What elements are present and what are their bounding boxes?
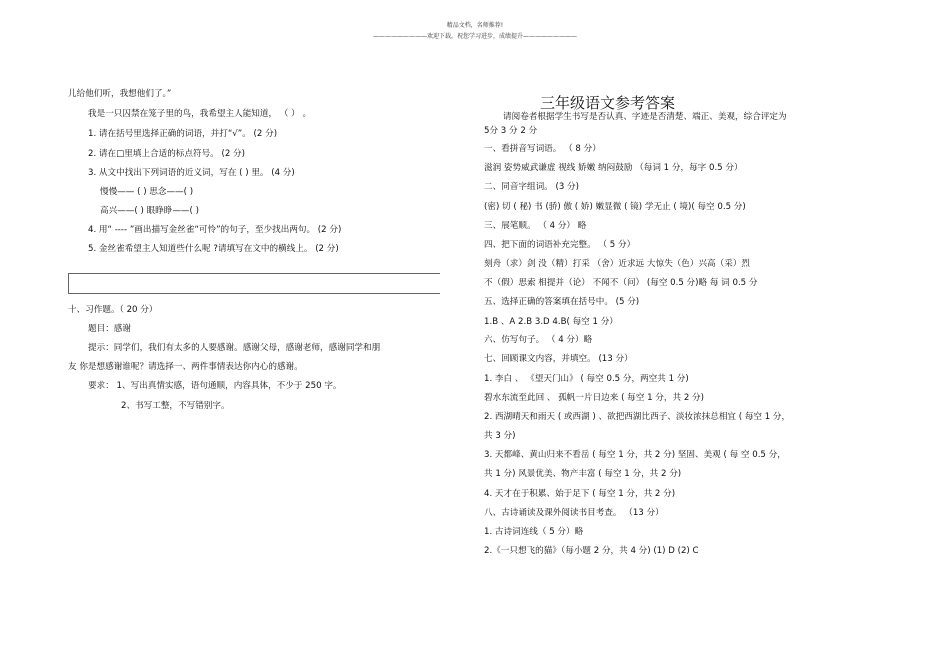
- right-line: 4. 天才在于积累、始于足下 ( 每空 1 分，共 2 分): [484, 489, 676, 499]
- right-line: 六、仿写句子。 （ 4 分）略: [484, 335, 593, 345]
- right-line: 共 1 分) 风景优美、物产丰富 ( 每空 1 分，共 2 分): [484, 469, 682, 479]
- right-line: 七、回顾课文内容，并填空。 (13 分）: [484, 354, 633, 364]
- left-line: 慢慢—— ( ) 思念——( ): [100, 187, 194, 197]
- left-line: 4. 用“ ---- ”画出描写金丝雀“可怜”的句子，至少找出两句。 (2 分): [88, 225, 342, 235]
- right-line: 四、把下面的词语补充完整。 （ 5 分）: [484, 240, 636, 250]
- answer-key-title: 三年级语文参考答案: [540, 94, 676, 112]
- right-line: 八、古诗诵读及课外阅读书目考查。 （13 分）: [484, 508, 664, 518]
- right-line: 1. 古诗词连线（ 5 分）略: [484, 527, 584, 537]
- left-line: 5. 金丝雀希望主人知道些什么呢 ?请填写在文中的横线上。 (2 分): [88, 244, 339, 254]
- left-line: 2. 请在□里填上合适的标点符号。 (2 分): [88, 149, 246, 159]
- right-line: 1. 李白 、 《望天门山》 ( 每空 0.5 分，两空共 1 分): [484, 374, 689, 384]
- answer-line: [68, 293, 440, 294]
- right-line: 5分 3 分 2 分: [484, 126, 538, 136]
- right-line: 刻舟（求）剑 没（精）打采 （舍）近求远 大惊失（色）兴高（采）烈: [484, 259, 751, 269]
- right-line: 3. 天都峰、黄山归来不看岳 ( 每空 1 分，共 2 分) 坚固、美观 ( 每 空 0.5 分，: [484, 450, 786, 460]
- right-line: 碧水东流至此回 、 孤帆一片日边来 ( 每空 1 分，共 2 分): [484, 393, 704, 403]
- left-line: 我是一只囚禁在笼子里的鸟，我希望主人能知道， （ ） 。: [88, 109, 312, 119]
- right-line: 滋润 姿势威武谦虚 视线 娇嫩 纳闷鼓励 （每词 1 分，每字 0.5 分）: [484, 163, 743, 173]
- left-line: 要求： 1、写出真情实感，语句通顺，内容具体，不少于 250 字。: [88, 381, 342, 391]
- right-line: 共 3 分): [484, 431, 516, 441]
- answer-line: [68, 273, 440, 274]
- right-line: 一、看拼音写词语。 （ 8 分）: [484, 144, 601, 154]
- left-line: 题目：感谢: [88, 324, 131, 334]
- right-line: 不（假）思索 相提并（论） 不闻不（问） (每空 0.5 分)略 每 词 0.5 分: [484, 278, 758, 288]
- right-line: 五、选择正确的答案填在括号中。 (5 分): [484, 297, 640, 307]
- right-line: 三、展笔顺。 （ 4 分） 略: [484, 221, 587, 231]
- header-welcome: —————————欢迎下载，祝您学习进步，成绩提升—————————: [372, 33, 577, 40]
- left-line: 儿给他们听，我想他们了。”: [68, 89, 172, 99]
- left-line: 高兴——( ) 眼睁睁——( ): [100, 206, 199, 216]
- right-line: 请阅卷者根据学生书写是否认真、字迹是否清楚、端正、美观，综合评定为: [503, 112, 787, 122]
- right-line: 二、同音字组词。 (3 分): [484, 182, 579, 192]
- answer-box-edge: [68, 273, 69, 294]
- right-line: 2.《一只想飞的猫》（每小题 2 分，共 4 分) (1) D (2) C: [484, 546, 699, 556]
- left-line: 2、书写工整，不写错别字。: [121, 401, 230, 411]
- left-line: 3. 从文中找出下列词语的近义词，写在 ( ) 里。 (4 分): [88, 168, 295, 178]
- left-line: 提示：同学们，我们有太多的人要感谢。感谢父母，感谢老师，感谢同学和朋: [88, 343, 381, 353]
- left-line: 友 你是想感谢谁呢？请选择一、两件事情表达你内心的感谢。: [68, 362, 303, 372]
- left-line: 十、习作题。（ 20 分）: [68, 305, 158, 315]
- right-line: 2. 西湖晴天和雨天 ( 或西湖 ) 、欲把西湖比西子、淡妆浓抹总相宜 ( 每空 1 分，: [484, 412, 791, 422]
- right-line: (密) 切 ( 秘) 书 (骄) 傲 ( 娇) 嫩显微 ( 镜) 学无止 ( 境)( 每空 0.5 分): [484, 202, 746, 212]
- left-line: 1. 请在括号里选择正确的词语，并打“√”。 (2 分): [88, 129, 278, 139]
- header-recommendation: 精品文档，名师推荐!: [446, 22, 504, 29]
- right-line: 1.B 、A 2.B 3.D 4.B( 每空 1 分）: [484, 317, 618, 327]
